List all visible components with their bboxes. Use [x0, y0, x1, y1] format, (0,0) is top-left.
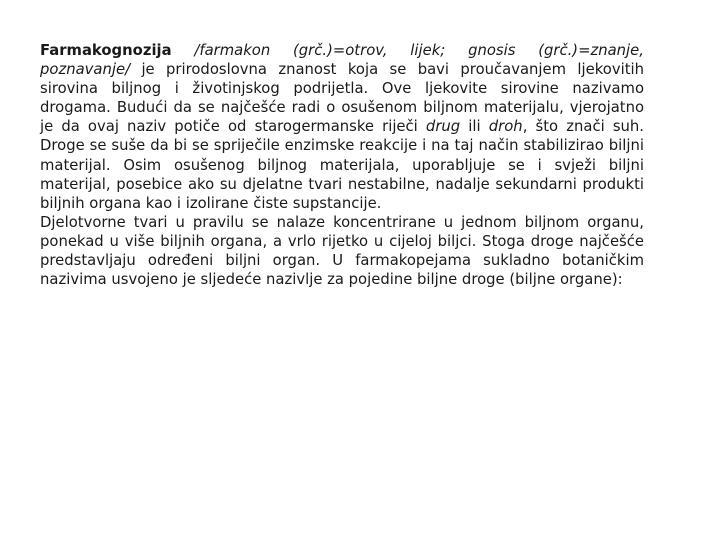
active-substances-text: Djelotvorne tvari u pravilu se nalaze koncentrirane u jednom biljnom organu, ponekad u više biljnih organa, a vrlo rijetko u cijeloj biljci. Stoga droge najčešće predstavljaju određeni biljni organ. U farmakopejama sukladno botaničkim nazivima usvojeno je sljedeće nazivlje za pojedine biljne droge (biljne organe):	[40, 213, 644, 289]
definition-text-c: , što znači suh. Droge se suše da bi se spriječile enzimske reakcije i na taj način stabilizirao biljni materijal. Osim osušenog biljnog materijala, uporabljuje se i svježi biljni materijal, posebice ako su djelatne tvari nestabilne, nadalje sekundarni produkti biljnih organa kao i izolirane čiste supstancije.	[40, 118, 644, 212]
paragraph-definition	[40, 41, 644, 213]
term-etymology: /farmakon (grč.)=otrov, lijek; gnosis (grč.)=znanje, poznavanje/	[40, 42, 644, 79]
body-text	[40, 41, 644, 289]
word-drug: drug	[425, 118, 461, 136]
paragraph-active-substances	[40, 213, 644, 289]
definition-text-a: je prirodoslovna znanost koja se bavi proučavanjem ljekovitih sirovina biljnog i životinjskog podrijetla. Ove ljekovite sirovine nazivamo drogama. Budući da se najčešće radi o osušenom biljnom materijalu, vjerojatno je da ovaj naziv potiče od starogermanske riječi	[40, 61, 644, 136]
word-droh: droh	[488, 118, 523, 136]
definition-text-b: ili	[460, 118, 489, 136]
term-farmakognozija: Farmakognozija	[40, 42, 172, 59]
